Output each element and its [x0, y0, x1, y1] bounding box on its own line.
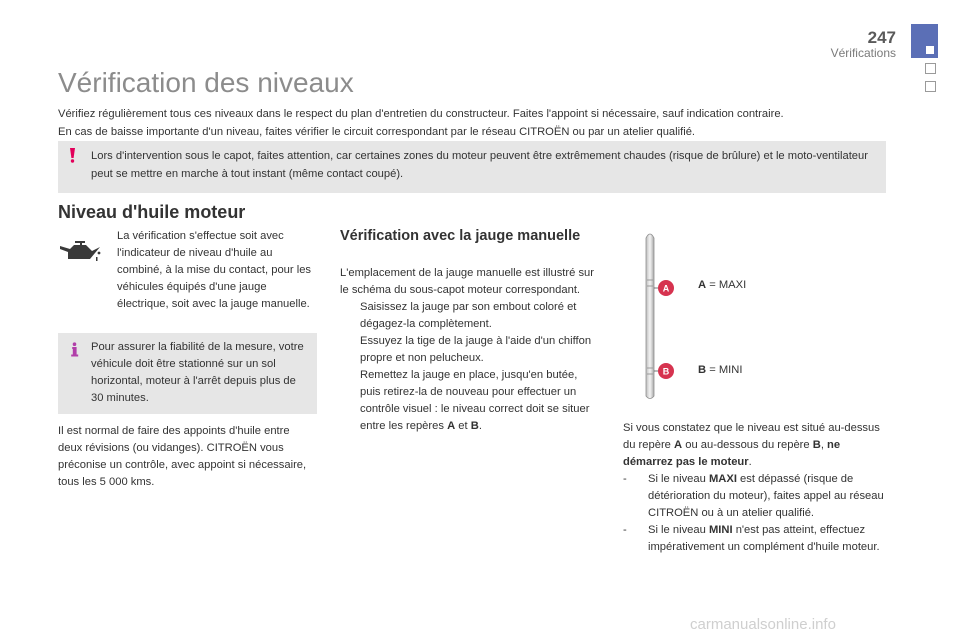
intro-line-2: En cas de baisse importante d'un niveau, faites vérifier le circuit correspondant par le réseau CITROËN ou par un atelier qualifié. — [58, 126, 696, 138]
list-item: - Si le niveau MAXI est dépassé (risque de détérioration du moteur), faites appel au réseau CITROËN ou à un atelier qualifié. — [623, 473, 884, 519]
section-heading-dipstick: Vérification avec la jauge manuelle — [340, 228, 581, 244]
label-maxi: A = MAXI — [698, 279, 747, 291]
top-up-note: Il est normal de faire des appoints d'huile entre deux révisions (ou vidanges). CITROËN vous préconise un contrôle, avec appoint si nécessaire, tous les 5 000 kms. — [58, 425, 307, 488]
oil-can-icon — [58, 238, 102, 266]
label-mini: B = MINI — [698, 364, 743, 376]
list-item: Remettez la jauge en place, jusqu'en butée, puis retirez-la de nouveau pour effectuer un contrôle visuel : le niveau correct doit se situer entre les repères A et B. — [360, 369, 590, 432]
marker-a-letter: A — [662, 283, 670, 294]
level-check-text — [623, 420, 885, 556]
dipstick-instructions — [340, 265, 595, 435]
section-title: Vérifications — [830, 46, 896, 60]
info-icon — [67, 342, 82, 357]
footer-watermark[interactable]: carmanualsonline.info — [690, 616, 836, 633]
list-item: Essuyez la tige de la jauge à l'aide d'un chiffon propre et non pelucheux. — [360, 335, 592, 364]
exclamation-icon — [65, 148, 80, 163]
intro-line-1: Vérifiez régulièrement tous ces niveaux dans le respect du plan d'entretien du constructeur. Faites l'appoint si nécessaire, sauf indication contraire. — [58, 108, 784, 120]
list-item: - Si le niveau MINI n'est pas atteint, effectuez impérativement un complément d'huile moteur. — [623, 524, 880, 553]
marker-b-letter: B — [662, 366, 670, 377]
oil-check-text: La vérification s'effectue soit avec l'indicateur de niveau d'huile au combiné, à la mise du contact, pour les véhicules équipés d'une jauge électrique, soit avec la jauge manuelle. — [117, 230, 312, 310]
chapter-tab[interactable] — [925, 63, 936, 74]
warning-text: Lors d'intervention sous le capot, faites attention, car certaines zones du moteur peuvent être extrêmement chaudes (risque de brûlure) et le moto-ventilateur peut se mettre en marche à tout instant (même contact coupé). — [91, 150, 868, 180]
page-title: Vérification des niveaux — [58, 67, 354, 98]
section-heading-oil: Niveau d'huile moteur — [58, 202, 246, 222]
level-check-intro: Si vous constatez que le niveau est situé au-dessus du repère A ou au-dessous du repère B, ne démarrez pas le moteur. — [623, 422, 880, 468]
warning-box — [58, 141, 886, 193]
chapter-tab[interactable] — [925, 81, 936, 92]
dipstick-illustration — [636, 230, 686, 400]
chapter-tab-active[interactable] — [911, 24, 938, 58]
dipstick-intro: L'emplacement de la jauge manuelle est illustré sur le schéma du sous-capot moteur correspondant. — [340, 267, 594, 296]
page-number: 247 — [867, 28, 896, 47]
info-text: Pour assurer la fiabilité de la mesure, votre véhicule doit être stationné sur un sol horizontal, moteur à l'arrêt depuis plus de 30 minutes. — [91, 341, 304, 404]
intro-text — [58, 105, 888, 141]
info-box — [58, 333, 317, 414]
list-item: Saisissez la jauge par son embout coloré et dégagez-la complètement. — [360, 301, 577, 330]
